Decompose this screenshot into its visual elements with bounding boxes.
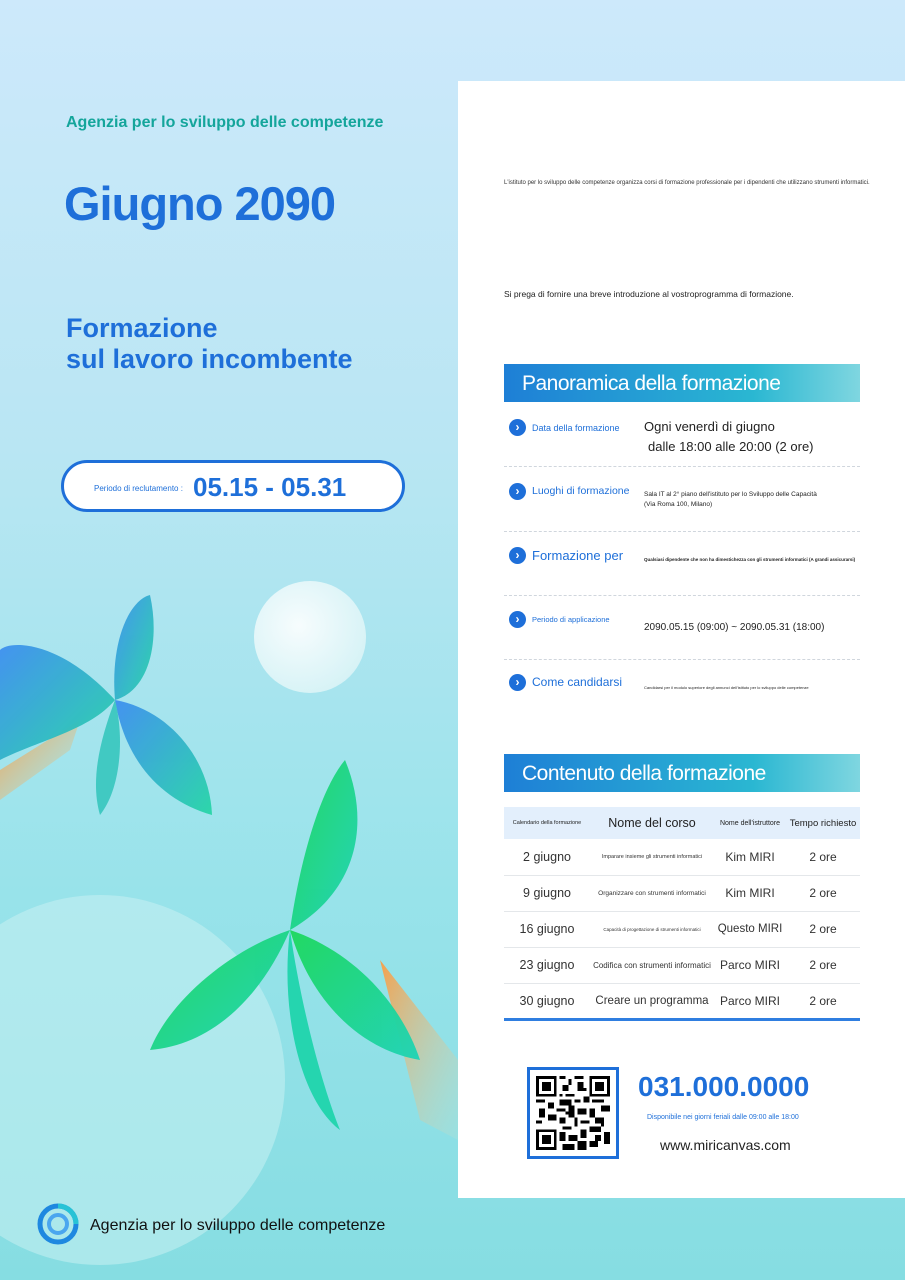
overview-row-date bbox=[504, 403, 860, 467]
contact-hours: Disponibile nei giorni feriali dalle 09:00 alle 18:00 bbox=[647, 1114, 799, 1121]
overview-row-application-period bbox=[504, 596, 860, 660]
overview-label: Formazione per bbox=[532, 548, 624, 563]
recruitment-period-badge bbox=[61, 460, 405, 512]
intro-text: L'istituto per lo sviluppo delle competenze organizza corsi di formazione professionale per i dipendenti che utilizzano strumenti informatici. bbox=[504, 180, 870, 186]
chevron-right-icon: › bbox=[509, 611, 526, 628]
table-row bbox=[504, 875, 860, 911]
table-row bbox=[504, 983, 860, 1019]
course-table bbox=[504, 807, 860, 1021]
footer-agency-name: Agenzia per lo sviluppo delle competenze bbox=[90, 1217, 386, 1234]
overview-label: Come candidarsi bbox=[532, 675, 623, 689]
table-cell: Kim MIRI bbox=[714, 875, 786, 911]
table-cell: 2 ore bbox=[786, 839, 860, 875]
table-cell: Codifica con strumenti informatici bbox=[590, 947, 714, 983]
overview-value-line: (Via Roma 100, Milano) bbox=[644, 501, 713, 508]
overview-label: Luoghi di formazione bbox=[532, 485, 630, 497]
overview-row-how-to-apply bbox=[504, 660, 860, 724]
chevron-right-icon: › bbox=[509, 419, 526, 436]
recruitment-period-dates: 05.15 - 05.31 bbox=[193, 472, 347, 502]
recruitment-period-label: Periodo di reclutamento : bbox=[94, 484, 183, 493]
chevron-right-icon: › bbox=[509, 674, 526, 691]
month-title: Giugno 2090 bbox=[64, 177, 336, 230]
column-header: Nome del corso bbox=[590, 807, 714, 839]
table-cell: 2 ore bbox=[786, 875, 860, 911]
overview-value: Candidarsi per il modulo superiore degli annunci dell'istituto per lo sviluppo delle competenze bbox=[644, 685, 809, 690]
table-cell: 30 giugno bbox=[504, 983, 590, 1019]
overview-value bbox=[644, 490, 817, 510]
qr-code-icon bbox=[536, 1076, 610, 1150]
table-cell: 2 ore bbox=[786, 983, 860, 1019]
agency-name-top: Agenzia per lo sviluppo delle competenze bbox=[66, 114, 384, 131]
overview-section-header: Panoramica della formazione bbox=[504, 364, 860, 402]
table-cell: Parco MIRI bbox=[714, 983, 786, 1019]
overview-label: Periodo di applicazione bbox=[532, 615, 610, 624]
content-section-header: Contenuto della formazione bbox=[504, 754, 860, 792]
column-header: Tempo richiesto bbox=[786, 807, 860, 839]
website-link[interactable]: www.miricanvas.com bbox=[660, 1137, 791, 1153]
chevron-right-icon: › bbox=[509, 483, 526, 500]
table-cell: 2 ore bbox=[786, 911, 860, 947]
table-cell: Capacità di progettazione di strumenti informatici bbox=[590, 911, 714, 947]
column-header: Nome dell'istruttore bbox=[714, 807, 786, 839]
table-header-row bbox=[504, 807, 860, 839]
table-cell: Kim MIRI bbox=[714, 839, 786, 875]
agency-logo-icon bbox=[37, 1203, 79, 1245]
table-cell: Imparare insieme gli strumenti informatici bbox=[590, 839, 714, 875]
overview-row-location bbox=[504, 468, 860, 532]
overview-value bbox=[644, 417, 814, 457]
table-row bbox=[504, 911, 860, 947]
table-cell: Creare un programma bbox=[590, 983, 714, 1019]
phone-number[interactable]: 031.000.0000 bbox=[638, 1071, 810, 1102]
overview-row-audience bbox=[504, 532, 860, 596]
table-cell: Parco MIRI bbox=[714, 947, 786, 983]
table-row bbox=[504, 839, 860, 875]
overview-label: Data della formazione bbox=[532, 423, 620, 433]
overview-value: 2090.05.15 (09:00) ~ 2090.05.31 (18:00) bbox=[644, 622, 825, 633]
training-title-line2: sul lavoro incombente bbox=[66, 344, 353, 374]
intro-prompt: Si prega di fornire una breve introduzione al vostroprogramma di formazione. bbox=[504, 289, 794, 299]
chevron-right-icon: › bbox=[509, 547, 526, 564]
column-header: Calendario della formazione bbox=[504, 807, 590, 839]
overview-value: Qualsiasi dipendente che non ha dimestichezza con gli strumenti informatici (A grandi assicurarsi) bbox=[644, 557, 856, 562]
training-title-line1: Formazione bbox=[66, 313, 218, 343]
training-title bbox=[66, 313, 353, 375]
overview-value-line: Ogni venerdì di giugno bbox=[644, 419, 775, 434]
table-cell: 2 ore bbox=[786, 947, 860, 983]
table-cell: 9 giugno bbox=[504, 875, 590, 911]
overview-value-line: Sala IT al 2° piano dell'istituto per lo Sviluppo delle Capacità bbox=[644, 491, 817, 498]
table-cell: 2 giugno bbox=[504, 839, 590, 875]
qr-code[interactable] bbox=[527, 1067, 619, 1159]
overview-value-line: dalle 18:00 alle 20:00 (2 ore) bbox=[648, 439, 814, 454]
table-cell: Organizzare con strumenti informatici bbox=[590, 875, 714, 911]
table-cell: Questo MIRI bbox=[714, 911, 786, 947]
info-panel bbox=[458, 81, 905, 1198]
table-row bbox=[504, 947, 860, 983]
table-cell: 23 giugno bbox=[504, 947, 590, 983]
table-cell: 16 giugno bbox=[504, 911, 590, 947]
